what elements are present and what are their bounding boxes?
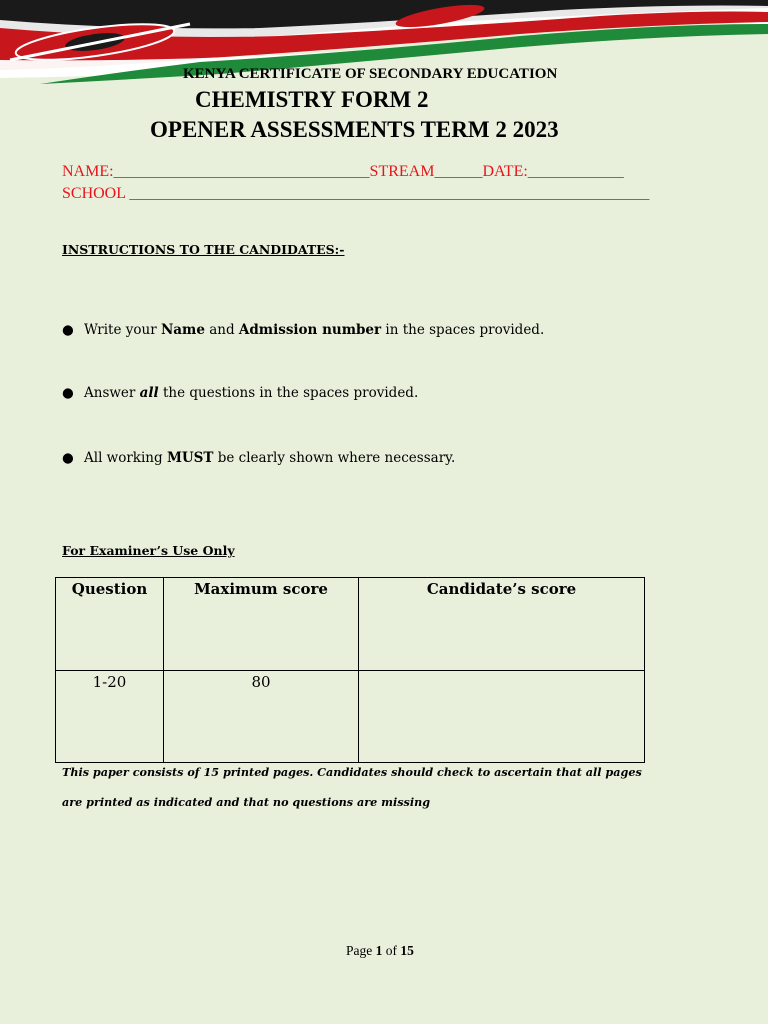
bullet-icon: ● bbox=[62, 322, 74, 338]
page-number: Page 1 of 15 bbox=[346, 943, 414, 958]
bullet-icon: ● bbox=[62, 450, 74, 466]
column-header-candidate-score: Candidate’s score bbox=[359, 578, 645, 671]
name-stream-date-field[interactable]: NAME:________________________________STREAM______DATE:____________ bbox=[62, 163, 624, 180]
candidate-score-cell[interactable] bbox=[359, 671, 645, 763]
instructions-heading: INSTRUCTIONS TO THE CANDIDATES:- bbox=[62, 242, 345, 257]
question-range-cell: 1-20 bbox=[56, 671, 164, 763]
column-header-question: Question bbox=[56, 578, 164, 671]
page-count-note-line1: This paper consists of 15 printed pages. Candidates should check to ascertain that all pages bbox=[62, 765, 642, 779]
school-field[interactable]: SCHOOL _________________________________________________________________ bbox=[62, 185, 650, 202]
instruction-item: ● Answer all the questions in the spaces provided. bbox=[62, 385, 419, 401]
instruction-item: ● All working MUST be clearly shown where necessary. bbox=[62, 450, 456, 466]
examiner-heading: For Examiner’s Use Only bbox=[62, 543, 235, 558]
paper-title: CHEMISTRY FORM 2 bbox=[195, 87, 429, 112]
examiner-score-table bbox=[55, 577, 645, 763]
table-row bbox=[56, 671, 645, 763]
maximum-score-cell: 80 bbox=[164, 671, 359, 763]
instruction-item: ● Write your Name and Admission number in the spaces provided. bbox=[62, 322, 545, 338]
table-header-row bbox=[56, 578, 645, 671]
bullet-icon: ● bbox=[62, 385, 74, 401]
column-header-maximum-score: Maximum score bbox=[164, 578, 359, 671]
page-count-note-line2: are printed as indicated and that no questions are missing bbox=[62, 795, 431, 809]
exam-body-name: KENYA CERTIFICATE OF SECONDARY EDUCATION bbox=[183, 66, 558, 82]
paper-subtitle: OPENER ASSESSMENTS TERM 2 2023 bbox=[150, 117, 559, 142]
